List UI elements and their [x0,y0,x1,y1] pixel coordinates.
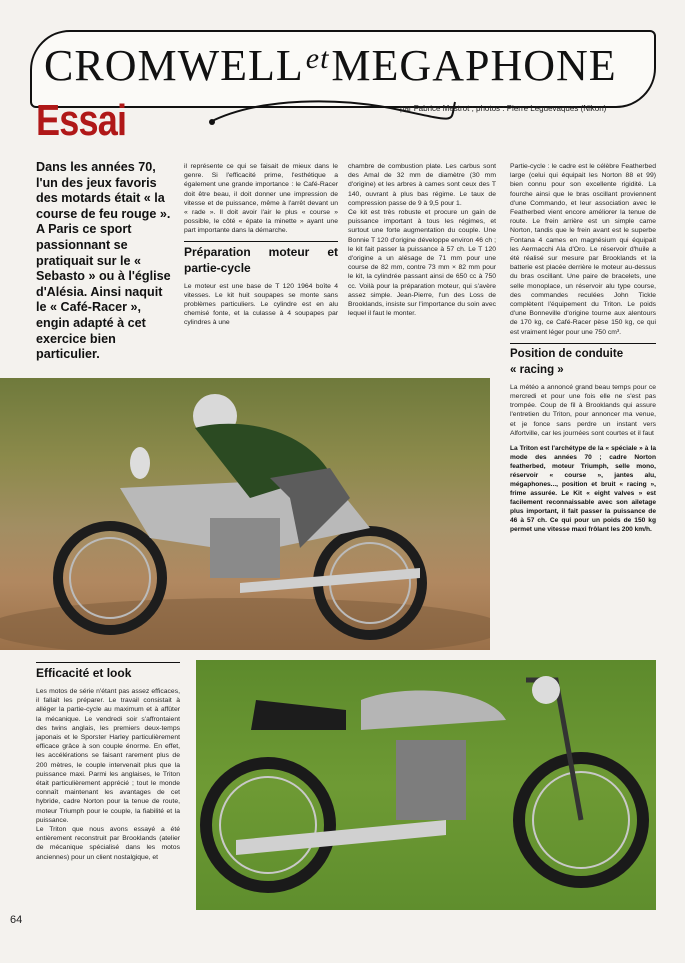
title-part-1: CROMWELL [44,40,304,90]
photo-rider-illustration [0,378,490,650]
photo-motorcycle-illustration [196,660,656,910]
title-part-2: MEGAPHONE [331,40,617,90]
col4-heading-rule [510,343,656,344]
page-number: 64 [10,914,23,926]
col2-heading-rule [184,241,338,242]
col3-paragraph-1: chambre de combustion plate. Les carbus sont des Amal de 32 mm de diamètre (30 mm d'origine) et les arbres à cames sont ceux des T 140, ouvrant à plus bas régime. Le taux de compression passe de 9 à 9,5 pour 1. [348,163,496,207]
col4-paragraph-1: Partie-cycle : le cadre est le célèbre Featherbed large (celui qui équipait les Norton 88 et 99) bien connu pour son excellente rigidité. La fourche ainsi que le bras oscillant proviennent d'une Commando, et leur association avec le Featherbed vient encore améliorer la tenue de route. Le frein arrière est un simple came Norton, tandis que le frein avant est le superbe Fontana 4 cames en magnésium qui équipait les Aermacchi Ala d'Oro. Le réservoir d'huile a été réalisé sur mesure par Brooklands et la batterie est placée derrière le moteur au-dessus du bras oscillant. Une paire de bracelets, une selle monoplace, un réservoir alu type course, des commandes reculées John Tickle complètent l'équipement du Triton. Le poids d'une Bonneville d'origine tourne aux alentours de 170 kg, ce Café-Racer pèse 150 kg, ce qui est vraiment léger pour une 750 cm³. [510,163,656,336]
col3-paragraph-2: Ce kit est très robuste et procure un gain de puissance important à tous les régimes, et surtout une forte augmentation du couple. Une Bonnie T 120 d'origine développe environ 46 ch ; le kit fait passer la puissance à 57 ch. Le T 120 d'origine a un alésage de 71 mm pour une course de 82 mm, contre 73 mm × 82 mm pour le kit, la cylindrée passant ainsi de 650 cc à 750 cc. Voilà pour la préparation moteur, qui s'avère assez simple. Jean-Pierre, l'un des Loss de Brooklands, insiste sur l'importance du soin avec lequel il faut le monter. [348,209,496,318]
title-et: et [305,42,330,75]
col2-paragraph-2: Le moteur est une base de T 120 1964 boîte 4 vitesses. Le kit huit soupapes se monte sans problèmes particuliers. Le cylindre est en alu chemisé fonte, et la culasse à 4 soupapes par cylindres à une [184,282,338,327]
column-2 [184,162,338,328]
author-credits: par Fabrice Mestrot ; photos : Pierre Leguevaques (Nikon) [400,104,607,113]
col2-paragraph-1: il représente ce qui se faisait de mieux dans le genre. Si l'efficacité prime, l'esthétique a également une grande importance : le Café-Racer doit être beau, il doit donner une impression de vitesse et de puissance, même à l'arrêt devant un « rade ». Il doit avoir l'air le plus « course » possible, le côté « épate la minette » ayant une part importante dans la démarche. [184,163,338,235]
article-title [44,30,644,100]
col2-heading: Préparation moteur et partie-cycle [184,244,338,275]
column-1-lower [36,662,180,862]
photo-caption: La Triton est l'archétype de la « spéciale » à la mode des années 70 ; cadre Norton featherbed, moteur Triumph, selle mono, réservoir « course », jantes alu, mégaphones..., position et bruit « racing », frime assurée. Le Kit « eight valves » est facilement reconnaissable avec son ailetage plus important, il fait passer la puissance de 46 à 57 ch. Ce qui pour un poids de 150 kg permet une vitesse maxi frôlant les 200 km/h. [510,445,656,534]
col4-heading-2: « racing » [510,363,564,376]
col1b-paragraph-1: Les motos de série n'étant pas assez efficaces, il fallait les préparer. Le travail consistait à alléger la partie-cycle au maximum et à affûter la mécanique. Le vendredi soir s'affrontaient des twins anglais, les premiers deux-temps japonais et le Sporster Harley particulièrement efficace grâce à son couple énorme. En effet, les accélérations se faisant rarement plus de 200 mètres, le couple intervenait plus que la puissance maxi. Parmi les anglaises, le Triton était particulièrement apprécié ; tout le monde connaît maintenant les avantages de cet hybride, cadre Norton pour la tenue de route, moteur Triumph pour le couple, la fiabilité et la puissance. [36,688,180,824]
column-3 [348,162,496,318]
lead-paragraph: Dans les années 70, l'un des jeux favoris des motards était « la course de feu rouge ». A Paris ce sport passionnant se pratiquait sur le « Sebasto » ou à l'église d'Alésia. Ainsi naquit le « Café-Racer », engin adapté à cet exercice bien particulier. [36,160,171,362]
col1b-heading: Efficacité et look [36,666,132,680]
col1b-heading-rule [36,662,180,663]
photo-triton-side-view [196,660,656,910]
col4-paragraph-2: La météo a annoncé grand beau temps pour ce mercredi et pour une fois elle ne s'est pas trompée. Coup de fil à Brooklands qui assure l'entretien du Triton, pour annoncer ma venue, et je fonce sans perdre un instant vers Alfortville, car les journées sont courtes et il faut [510,383,656,437]
col1b-paragraph-2: Le Triton que nous avons essayé a été entièrement reconstruit par Brooklands (atelier de mécanique spécialisé dans les motos anciennes) pour un client nostalgique, et [36,826,180,861]
section-label-essai: Essai [36,96,127,145]
column-4 [510,162,656,534]
col4-heading-1: Position de conduite [510,347,624,360]
photo-rider-on-triton [0,378,490,650]
